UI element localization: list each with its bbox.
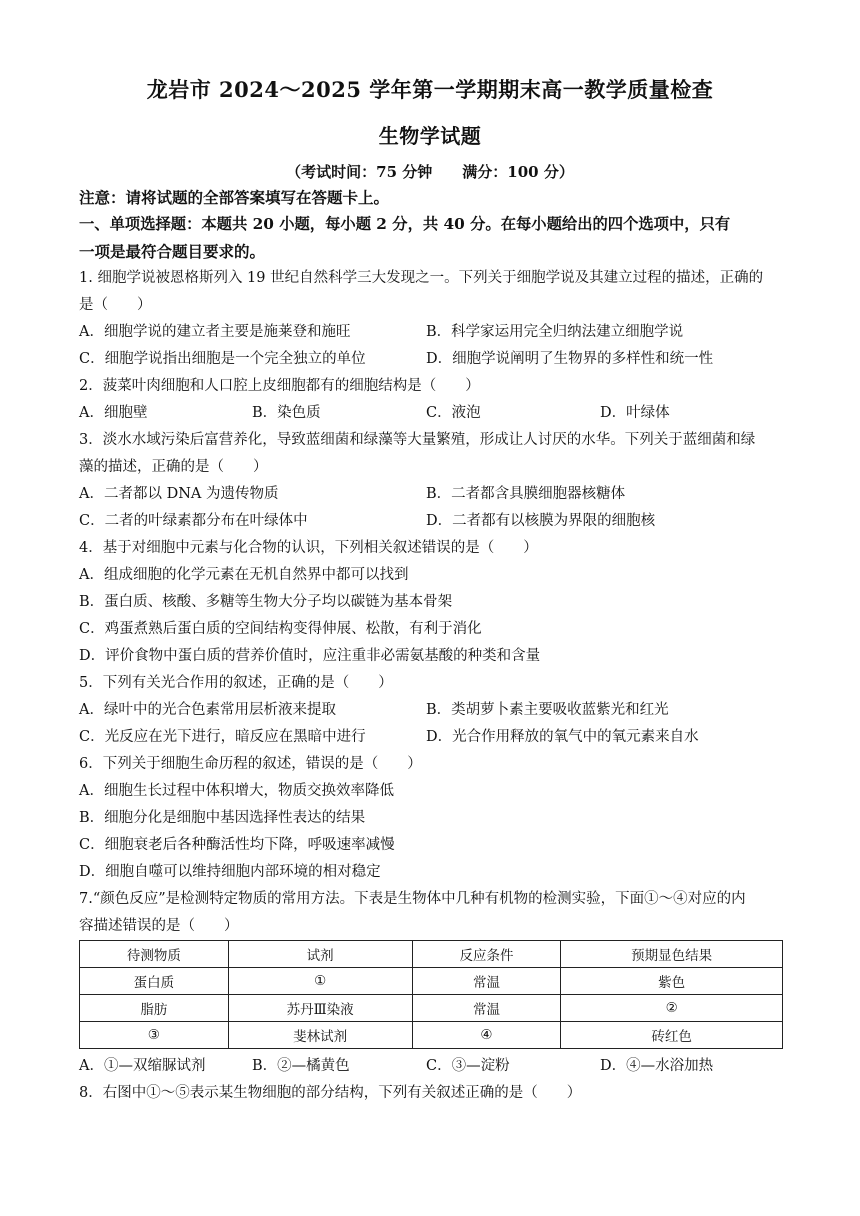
question-8-stem: 8．右图中①～⑤表示某生物细胞的部分结构，下列有关叙述正确的是（ ）	[79, 1085, 582, 1101]
table-row	[80, 968, 783, 995]
question-3-option-b: B．二者都含具膜细胞器核糖体	[426, 486, 626, 502]
table-cell: ②	[561, 995, 783, 1022]
table-header-cell: 试剂	[228, 941, 412, 968]
question-7-option-b: B．②—橘黄色	[252, 1058, 350, 1074]
question-7-option-a: A．①—双缩脲试剂	[79, 1058, 206, 1074]
question-4-option-a: A．组成细胞的化学元素在无机自然界中都可以找到	[79, 567, 409, 583]
table-cell: ①	[228, 968, 412, 995]
question-5-stem: 5．下列有关光合作用的叙述，正确的是（ ）	[79, 675, 393, 691]
question-2-option-b: B．染色质	[252, 405, 321, 421]
question-3-stem-line2: 藻的描述，正确的是（ ）	[79, 459, 268, 475]
table-cell: ③	[80, 1022, 229, 1049]
section-heading-line2: 一项是最符合题目要求的。	[79, 242, 266, 261]
question-7-stem-line2: 容描述错误的是（ ）	[79, 918, 239, 934]
question-2-option-a: A．细胞壁	[79, 405, 148, 421]
table-header-row	[80, 941, 783, 968]
exam-score: 满分：100 分）	[462, 163, 574, 181]
exam-subtitle: 生物学试题	[378, 124, 482, 148]
question-6-option-c: C．细胞衰老后各种酶活性均下降，呼吸速率减慢	[79, 837, 395, 853]
question-6-option-a: A．细胞生长过程中体积增大，物质交换效率降低	[79, 783, 394, 799]
table-header-cell: 反应条件	[412, 941, 561, 968]
question-6-stem: 6．下列关于细胞生命历程的叙述，错误的是（ ）	[79, 756, 422, 772]
table-row	[80, 1022, 783, 1049]
table-cell: 脂肪	[80, 995, 229, 1022]
question-7-stem-line1: 7.“颜色反应”是检测特定物质的常用方法。下表是生物体中几种有机物的检测实验，下面①～④对应的内	[79, 891, 746, 907]
exam-time: （考试时间：75 分钟	[286, 163, 433, 181]
question-4-option-d: D．评价食物中蛋白质的营养价值时，应注重非必需氨基酸的种类和含量	[79, 648, 541, 664]
question-5-option-a: A．绿叶中的光合色素常用层析液来提取	[79, 702, 336, 718]
question-2-stem: 2．菠菜叶肉细胞和人口腔上皮细胞都有的细胞结构是（ ）	[79, 378, 480, 394]
table-cell: 砖红色	[561, 1022, 783, 1049]
table-cell: 常温	[412, 968, 561, 995]
question-3-option-c: C．二者的叶绿素都分布在叶绿体中	[79, 513, 308, 529]
table-cell: 紫色	[561, 968, 783, 995]
question-5-option-b: B．类胡萝卜素主要吸收蓝紫光和红光	[426, 702, 669, 718]
table-header-cell: 待测物质	[80, 941, 229, 968]
table-cell: 蛋白质	[80, 968, 229, 995]
question-1-option-c: C．细胞学说指出细胞是一个完全独立的单位	[79, 351, 366, 367]
question-3-stem-line1: 3．淡水水域污染后富营养化，导致蓝细菌和绿藻等大量繁殖，形成让人讨厌的水华。下列关于蓝细菌和绿	[79, 432, 756, 448]
question-5-option-c: C．光反应在光下进行，暗反应在黑暗中进行	[79, 729, 366, 745]
question-2-option-d: D．叶绿体	[600, 405, 670, 421]
detection-table	[79, 940, 783, 1049]
table-row	[80, 995, 783, 1022]
table-header-cell: 预期显色结果	[561, 941, 783, 968]
question-4-option-b: B．蛋白质、核酸、多糖等生物大分子均以碳链为基本骨架	[79, 594, 453, 610]
table-cell: 斐林试剂	[228, 1022, 412, 1049]
question-1-option-a: A．细胞学说的建立者主要是施莱登和施旺	[79, 324, 351, 340]
table-cell: 苏丹Ⅲ染液	[228, 995, 412, 1022]
question-7-option-c: C．③—淀粉	[426, 1058, 510, 1074]
question-5-option-d: D．光合作用释放的氧气中的氧元素来自水	[426, 729, 699, 745]
section-heading-line1: 一、单项选择题：本题共 20 小题，每小题 2 分，共 40 分。在每小题给出的四个选项中，只有	[79, 215, 731, 233]
notice: 注意：请将试题的全部答案填写在答题卡上。	[79, 188, 390, 207]
question-1-option-b: B．科学家运用完全归纳法建立细胞学说	[426, 324, 684, 340]
question-3-option-a: A．二者都以 DNA 为遗传物质	[79, 486, 279, 502]
question-2-option-c: C．液泡	[426, 405, 481, 421]
table-cell: 常温	[412, 995, 561, 1022]
question-4-option-c: C．鸡蛋煮熟后蛋白质的空间结构变得伸展、松散，有利于消化	[79, 621, 482, 637]
exam-title: 龙岩市 2024～2025 学年第一学期期末高一教学质量检查	[146, 77, 714, 102]
question-3-option-d: D．二者都有以核膜为界限的细胞核	[426, 513, 656, 529]
question-6-option-d: D．细胞自噬可以维持细胞内部环境的相对稳定	[79, 864, 381, 880]
question-1-option-d: D．细胞学说阐明了生物界的多样性和统一性	[426, 351, 714, 367]
exam-meta	[0, 161, 860, 182]
question-4-stem: 4．基于对细胞中元素与化合物的认识，下列相关叙述错误的是（ ）	[79, 540, 538, 556]
table-cell: ④	[412, 1022, 561, 1049]
question-1-stem-line1: 1. 细胞学说被恩格斯列入 19 世纪自然科学三大发现之一。下列关于细胞学说及其建立过程的描述，正确的	[79, 270, 764, 286]
question-7-option-d: D．④—水浴加热	[600, 1058, 714, 1074]
question-6-option-b: B．细胞分化是细胞中基因选择性表达的结果	[79, 810, 366, 826]
question-1-stem-line2: 是（ ）	[79, 297, 152, 313]
